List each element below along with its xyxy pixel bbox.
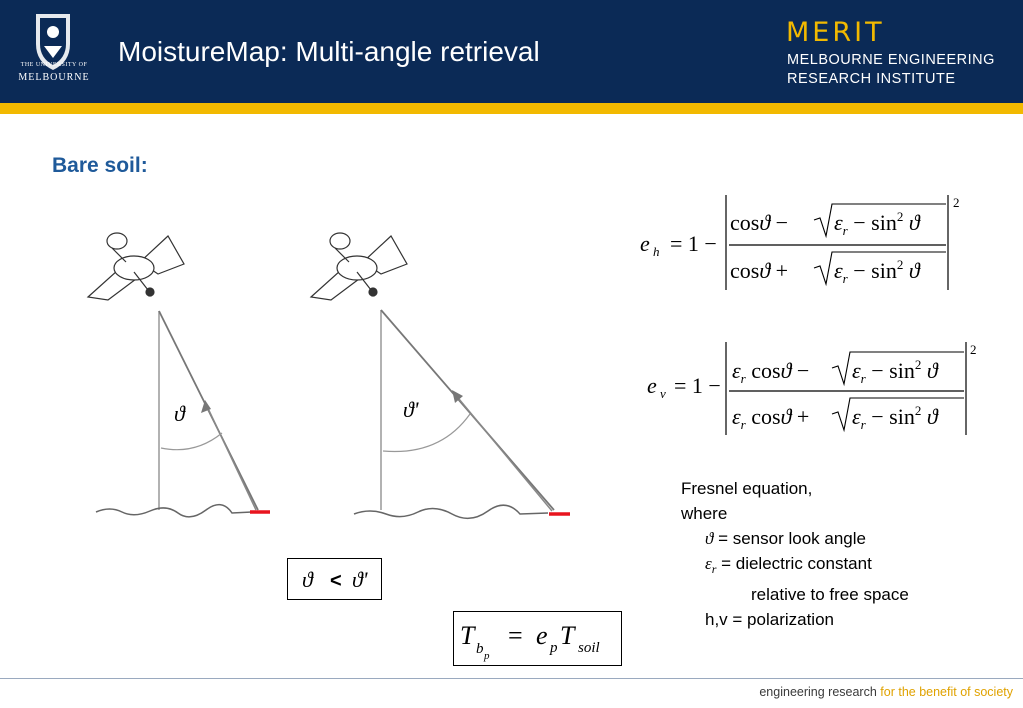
fresnel-line2: where bbox=[681, 504, 728, 523]
svg-text:=: = bbox=[508, 621, 523, 650]
fresnel-legend bbox=[681, 476, 909, 632]
epsilon-definition-cont: relative to free space bbox=[751, 585, 909, 605]
brightness-temperature-equation bbox=[453, 611, 622, 666]
svg-text:εr − sin2 ϑ: $\varepsilon_r - \sin^2 ϑ$ bbox=[852, 357, 938, 386]
satellite-icon bbox=[88, 233, 184, 300]
svg-text:b: b bbox=[476, 641, 484, 657]
merit-name-line2: RESEARCH INSTITUTE bbox=[787, 71, 956, 87]
inequality-right: ϑ' bbox=[352, 567, 368, 592]
polarization-definition: h,v = polarization bbox=[705, 610, 834, 630]
svg-text:cosϑ −: cosϑ − bbox=[730, 210, 789, 235]
satellite-icon bbox=[311, 233, 407, 300]
svg-text:cosϑ +: cosϑ + bbox=[730, 258, 789, 283]
footer-tagline: engineering research for the benefit of society bbox=[759, 685, 1013, 699]
svg-text:εr cosϑ −: $\varepsilon_r$ cosϑ − bbox=[732, 358, 810, 386]
epsilon-definition: $\varepsilon_r$ = dielectric constant bbox=[705, 554, 872, 577]
svg-text:e: e bbox=[640, 231, 650, 256]
angle-label-theta: ϑ bbox=[174, 401, 185, 426]
equation-ev bbox=[647, 342, 977, 435]
footer-divider bbox=[0, 678, 1023, 679]
svg-text:T: T bbox=[460, 621, 475, 650]
inequality-operator: < bbox=[330, 570, 342, 592]
svg-text:εr − sin2 ϑ: $\varepsilon_r - \sin^2 ϑ$ bbox=[834, 257, 920, 286]
svg-text:p: p bbox=[484, 650, 490, 662]
svg-text:T: T bbox=[560, 621, 575, 650]
svg-text:= 1 −: = 1 − bbox=[674, 373, 721, 398]
svg-text:e: e bbox=[536, 621, 548, 650]
svg-text:εr cosϑ +: $\varepsilon_r$ cosϑ + bbox=[732, 404, 810, 432]
merit-name-line1: MELBOURNE ENGINEERING bbox=[787, 52, 995, 68]
svg-text:v: v bbox=[660, 386, 666, 401]
angle-inequality-box bbox=[287, 558, 382, 600]
theta-definition: ϑ = sensor look angle bbox=[705, 529, 866, 548]
svg-text:h: h bbox=[653, 244, 660, 259]
svg-text:p: p bbox=[550, 640, 558, 656]
merit-logo: MERIT bbox=[786, 17, 885, 48]
svg-text:soil: soil bbox=[578, 640, 600, 656]
svg-text:e: e bbox=[647, 373, 657, 398]
university-name-line2: MELBOURNE bbox=[18, 72, 90, 83]
university-name-line1: THE UNIVERSITY OF bbox=[20, 62, 88, 68]
svg-text:εr − sin2 ϑ: $\varepsilon_r - \sin^2 ϑ$ bbox=[852, 403, 938, 432]
angle-label-theta-prime: ϑ' bbox=[403, 397, 419, 422]
page-title: MoistureMap: Multi-angle retrieval bbox=[118, 36, 540, 67]
fresnel-line1: Fresnel equation, bbox=[681, 479, 813, 498]
svg-text:= 1 −: = 1 − bbox=[670, 231, 717, 256]
section-heading: Bare soil: bbox=[52, 154, 148, 177]
svg-text:2: 2 bbox=[970, 342, 977, 357]
inequality-left: ϑ bbox=[302, 567, 313, 592]
svg-text:εr − sin2 ϑ: $\varepsilon_r - \sin^2 ϑ$ bbox=[834, 209, 920, 238]
svg-text:2: 2 bbox=[953, 195, 960, 210]
equation-eh bbox=[640, 195, 960, 290]
